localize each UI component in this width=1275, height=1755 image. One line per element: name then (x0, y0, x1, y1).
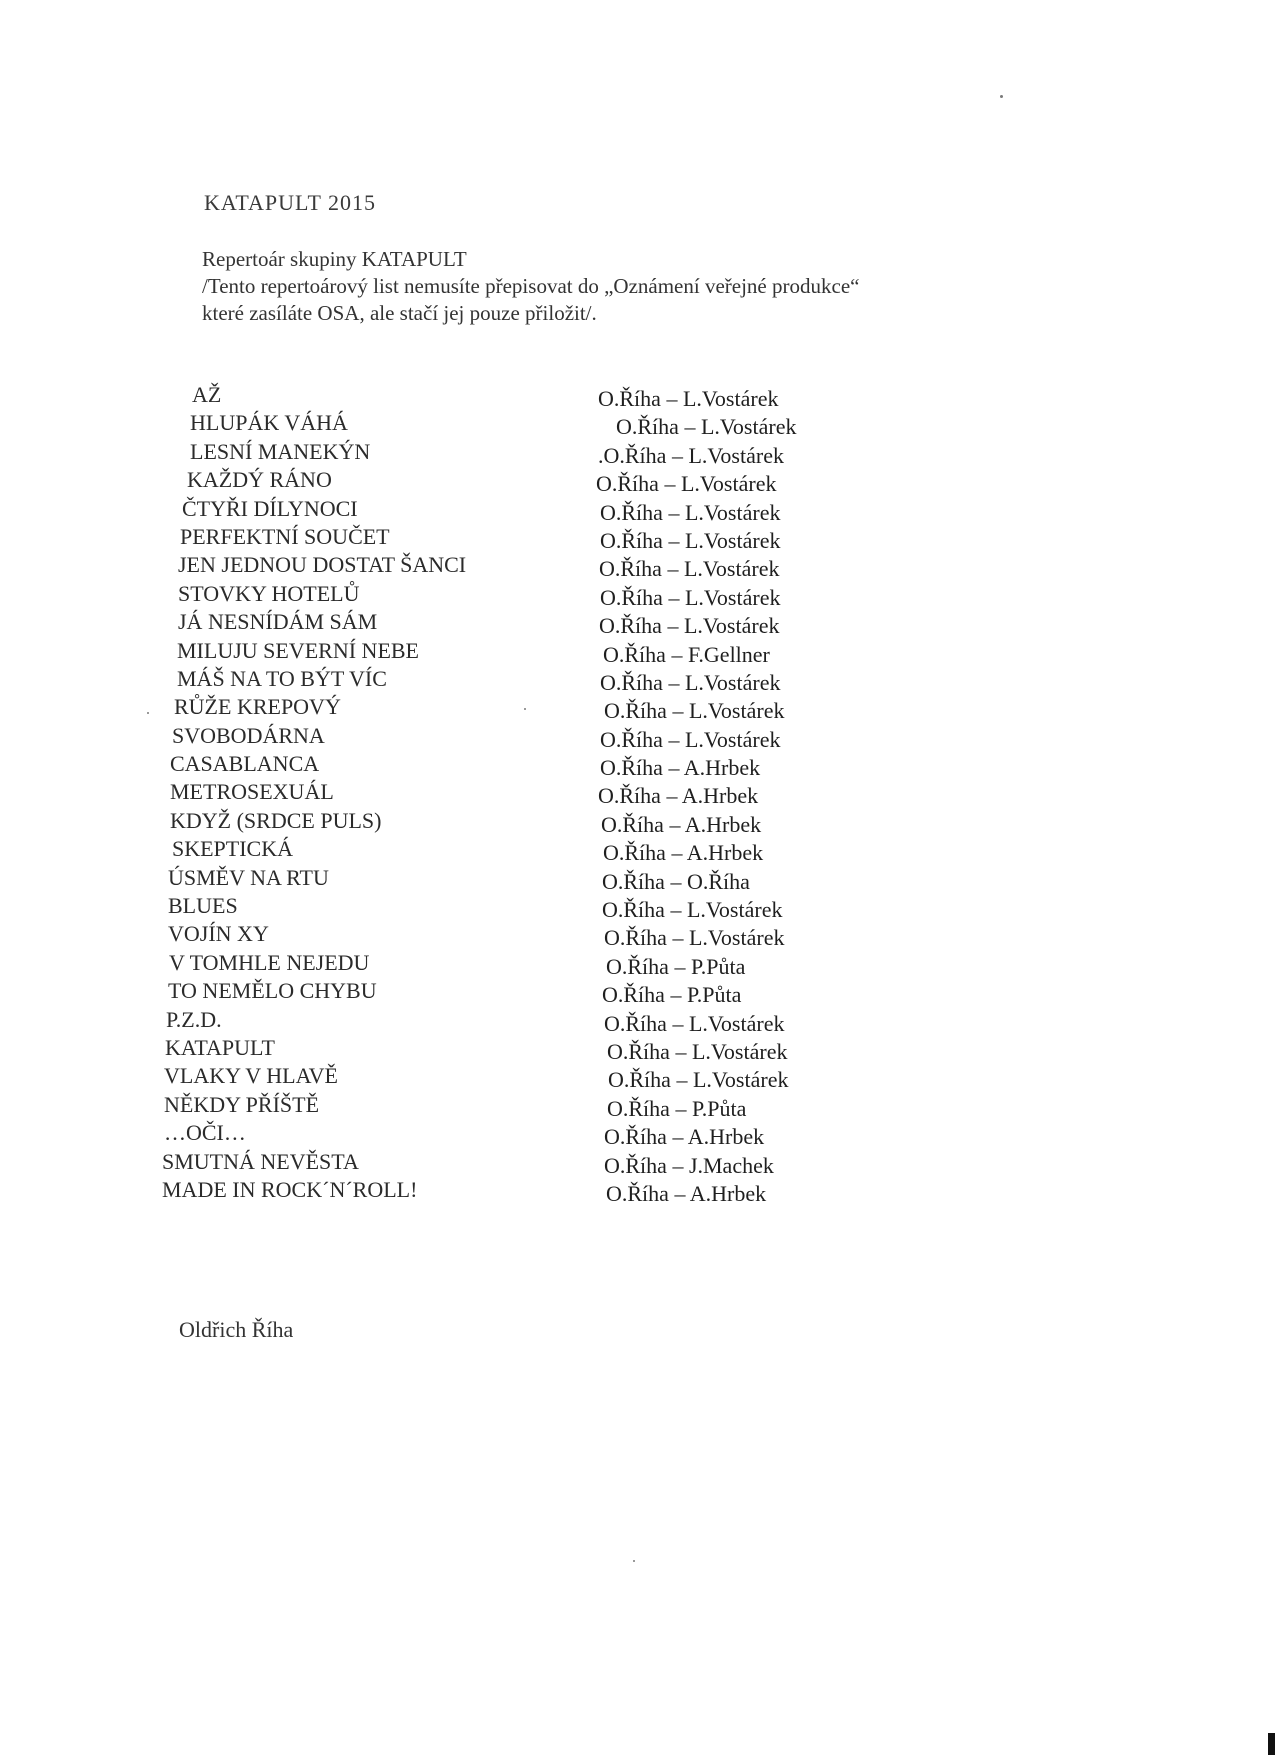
scan-speck (633, 1560, 635, 1562)
song-authors: O.Říha – L.Vostárek (604, 698, 785, 724)
song-title: …OČI… (164, 1120, 246, 1146)
song-authors: O.Říha – A.Hrbek (603, 840, 764, 866)
song-authors: O.Říha – A.Hrbek (601, 811, 762, 837)
song-title: JEN JEDNOU DOSTAT ŠANCI (178, 552, 467, 578)
song-title: ČTYŘI DÍLYNOCI (182, 495, 358, 521)
song-authors: O.Říha – A.Hrbek (598, 783, 759, 809)
song-title: SMUTNÁ NEVĚSTA (162, 1148, 359, 1174)
song-authors: O.Říha – L.Vostárek (599, 613, 780, 639)
song-title: STOVKY HOTELŮ (178, 580, 360, 606)
song-row (178, 552, 822, 582)
song-title: SKEPTICKÁ (172, 836, 294, 862)
song-row (182, 410, 822, 438)
song-title: HLUPÁK VÁHÁ (190, 410, 348, 436)
song-title: KATAPULT (165, 1034, 275, 1060)
song-row (168, 893, 822, 923)
song-authors: O.Říha – L.Vostárek (600, 527, 781, 553)
scan-speck (524, 708, 526, 710)
song-row (170, 751, 822, 781)
song-row (164, 1091, 822, 1121)
song-title: JÁ NESNÍDÁM SÁM (178, 609, 378, 635)
song-authors: O.Říha – L.Vostárek (604, 1010, 785, 1036)
song-row (172, 836, 822, 866)
song-row (164, 1120, 822, 1150)
song-title: TO NEMĚLO CHYBU (168, 978, 377, 1004)
song-title: AŽ (192, 382, 222, 407)
song-title: V TOMHLE NEJEDU (169, 949, 370, 975)
intro-line: Repertoár skupiny KATAPULT (202, 247, 467, 271)
scan-speck (147, 712, 149, 714)
song-authors: O.Říha – O.Říha (602, 868, 750, 894)
song-row (168, 921, 822, 951)
song-authors: O.Říha – L.Vostárek (599, 556, 780, 582)
song-row (177, 665, 822, 695)
song-title: PERFEKTNÍ SOUČET (180, 523, 390, 549)
song-authors: O.Říha – L.Vostárek (616, 414, 797, 440)
song-authors: O.Říha – L.Vostárek (596, 471, 777, 497)
song-title: SVOBODÁRNA (172, 722, 325, 748)
song-row (174, 694, 822, 724)
song-authors: O.Říha – L.Vostárek (598, 386, 779, 411)
song-title: METROSEXUÁL (170, 779, 334, 805)
song-authors: O.Říha – L.Vostárek (602, 897, 783, 923)
document-title: KATAPULT 2015 (204, 190, 376, 215)
intro-line: /Tento repertoárový list nemusíte přepisovat do „Oznámení veřejné produkce“ (202, 274, 860, 298)
song-row (162, 1148, 822, 1178)
song-title: VOJÍN XY (168, 921, 269, 947)
song-authors: O.Říha – J.Machek (604, 1152, 774, 1178)
scan-speck (1000, 95, 1003, 98)
song-authors: O.Říha – P.Půta (602, 982, 742, 1008)
song-authors: O.Říha – L.Vostárek (600, 669, 781, 695)
song-title: RŮŽE KREPOVÝ (174, 694, 341, 720)
song-authors: O.Říha – F.Gellner (603, 641, 770, 667)
song-title: MILUJU SEVERNÍ NEBE (177, 637, 419, 663)
song-row (166, 1006, 822, 1036)
signature: Oldřich Říha (179, 1317, 294, 1342)
repertoire-list (162, 382, 822, 1206)
song-authors: O.Říha – L.Vostárek (600, 726, 781, 752)
song-authors: O.Říha – A.Hrbek (600, 755, 761, 781)
song-authors: O.Říha – L.Vostárek (604, 925, 785, 951)
scan-edge-mark (1268, 1733, 1275, 1755)
song-title: KAŽDÝ RÁNO (187, 467, 332, 493)
song-authors: O.Říha – L.Vostárek (600, 584, 781, 610)
song-row (164, 1063, 822, 1093)
song-row (162, 1176, 822, 1206)
song-title: P.Z.D. (166, 1006, 222, 1032)
song-row (168, 864, 822, 894)
song-title: BLUES (168, 893, 238, 919)
song-title: KDYŽ (SRDCE PULS) (170, 807, 382, 833)
song-row (177, 637, 822, 667)
song-title: MÁŠ NA TO BÝT VÍC (177, 665, 387, 691)
song-title: LESNÍ MANEKÝN (190, 438, 371, 464)
song-row (182, 467, 822, 495)
intro-line: které zasíláte OSA, ale stačí jej pouze přiložit/. (202, 301, 597, 325)
song-row (182, 524, 822, 552)
song-authors: .O.Říha – L.Vostárek (598, 442, 784, 468)
song-row (170, 807, 822, 837)
song-title: CASABLANCA (170, 751, 320, 777)
intro-paragraph (202, 246, 859, 327)
song-title: NĚKDY PŘÍŠTĚ (164, 1091, 320, 1117)
song-row (169, 949, 822, 979)
song-authors: O.Říha – P.Půta (607, 1095, 747, 1121)
song-title: ÚSMĚV NA RTU (168, 864, 329, 890)
song-authors: O.Říha – L.Vostárek (600, 499, 781, 525)
song-row (172, 722, 822, 752)
song-authors: O.Říha – P.Půta (606, 953, 746, 979)
song-row (165, 1034, 822, 1064)
song-row (170, 779, 822, 809)
song-title: MADE IN ROCK´N´ROLL! (162, 1176, 418, 1202)
song-authors: O.Říha – L.Vostárek (607, 1038, 788, 1064)
song-authors: O.Říha – A.Hrbek (604, 1124, 765, 1150)
song-row (182, 382, 822, 410)
song-authors: O.Říha – A.Hrbek (606, 1180, 767, 1206)
song-row (178, 609, 822, 639)
song-row (178, 580, 822, 610)
song-row (168, 978, 822, 1008)
song-row (182, 496, 822, 524)
song-authors: O.Říha – L.Vostárek (608, 1067, 789, 1093)
song-title: VLAKY V HLAVĚ (164, 1063, 338, 1089)
song-row (182, 439, 822, 467)
